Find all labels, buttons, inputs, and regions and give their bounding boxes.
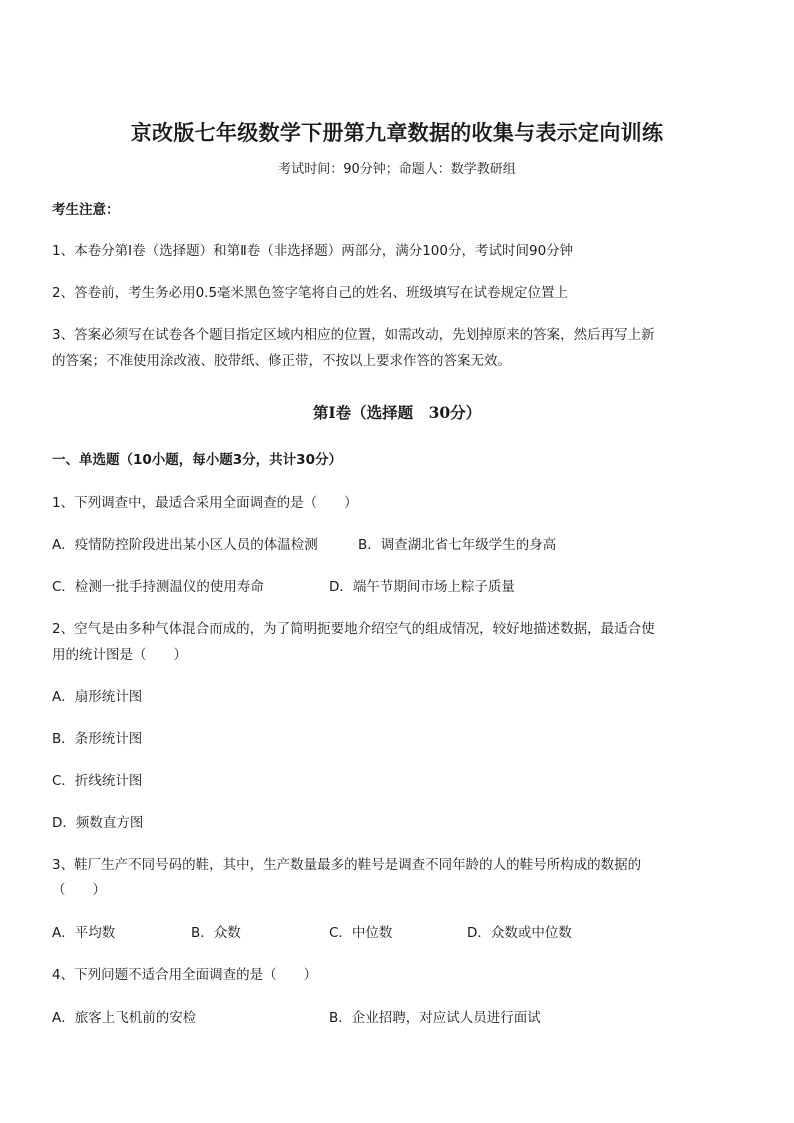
question-3-option-b[interactable]: B．众数 [191, 925, 241, 941]
question-2-stem-cont: 用的统计图是（ ） [52, 647, 187, 663]
question-1-option-c[interactable]: C．检测一批手持测温仪的使用寿命 [52, 579, 264, 595]
question-3-stem: 3、鞋厂生产不同号码的鞋，其中，生产数量最多的鞋号是调查不同年龄的人的鞋号所构成的数据的 [52, 857, 642, 873]
question-4-option-a[interactable]: A．旅客上飞机前的安检 [52, 1010, 197, 1026]
question-2-option-b[interactable]: B．条形统计图 [52, 731, 143, 747]
exam-title: 京改版七年级数学下册第九章数据的收集与表示定向训练 [130, 120, 664, 145]
section-title: 第Ⅰ卷（选择题 30分） [312, 403, 482, 422]
question-2-stem: 2、空气是由多种气体混合而成的，为了简明扼要地介绍空气的组成情况，较好地描述数据，最适合使 [52, 621, 655, 637]
notice-item-3-cont: 的答案；不准使用涂改液、胶带纸、修正带，不按以上要求作答的答案无效。 [52, 353, 511, 369]
question-1-option-d[interactable]: D．端午节期间市场上粽子质量 [329, 579, 515, 595]
notice-item-2: 2、答卷前，考生务必用0.5毫米黑色签字笔将自己的姓名、班级填写在试卷规定位置上 [52, 285, 569, 301]
question-3-option-c[interactable]: C．中位数 [329, 925, 393, 941]
question-1-option-a[interactable]: A．疫情防控阶段进出某小区人员的体温检测 [52, 537, 318, 553]
question-1-option-b[interactable]: B．调查湖北省七年级学生的身高 [358, 537, 557, 553]
question-2-option-c[interactable]: C．折线统计图 [52, 773, 143, 789]
question-1-stem: 1、下列调查中，最适合采用全面调查的是（ ） [52, 495, 358, 511]
notice-item-3: 3、答案必须写在试卷各个题目指定区域内相应的位置，如需改动，先划掉原来的答案，然后再写上新 [52, 327, 655, 343]
notice-item-1: 1、本卷分第Ⅰ卷（选择题）和第Ⅱ卷（非选择题）两部分，满分100分，考试时间90分钟 [52, 243, 574, 259]
question-3-option-d[interactable]: D．众数或中位数 [467, 925, 572, 941]
notice-heading: 考生注意： [52, 202, 120, 218]
question-4-stem: 4、下列问题不适合用全面调查的是（ ） [52, 967, 318, 983]
question-3-option-a[interactable]: A．平均数 [52, 925, 116, 941]
part-heading: 一、单选题（10小题，每小题3分，共计30分） [52, 452, 342, 468]
question-4-option-b[interactable]: B．企业招聘，对应试人员进行面试 [329, 1010, 541, 1026]
question-2-option-d[interactable]: D．频数直方图 [52, 815, 144, 831]
question-2-option-a[interactable]: A．扇形统计图 [52, 689, 143, 705]
question-3-stem-cont: （ ） [52, 882, 106, 898]
exam-subtitle: 考试时间：90分钟；命题人：数学教研组 [278, 162, 516, 177]
